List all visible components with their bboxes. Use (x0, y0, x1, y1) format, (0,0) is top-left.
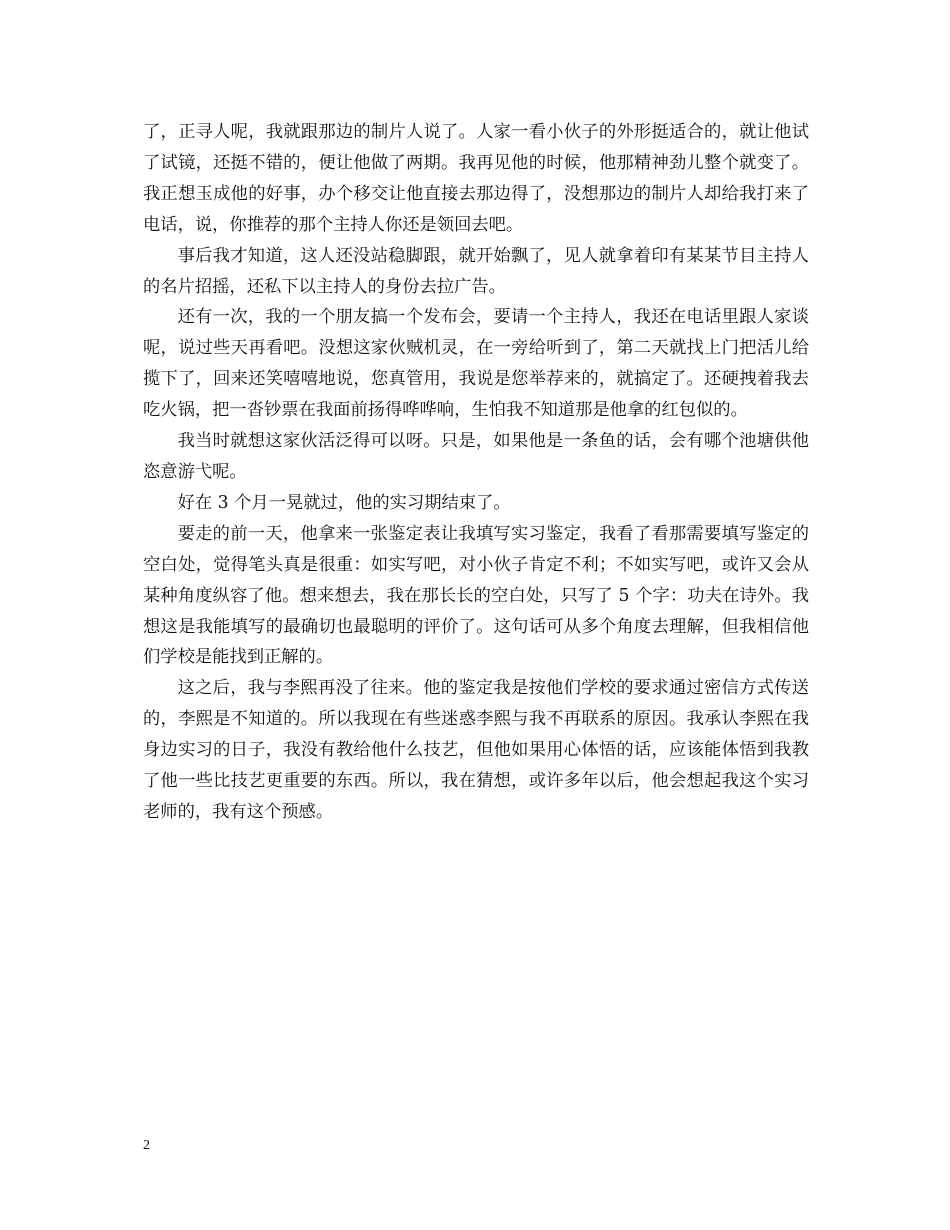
page-number: 2 (143, 1138, 150, 1153)
paragraph-7: 这之后，我与李熙再没了往来。他的鉴定我是按他们学校的要求通过密信方式传送的，李熙是不知道的。所以我现在有些迷惑李熙与我不再联系的原因。我承认李熙在我身边实习的日子，我没有教给他什么技艺，但他如果用心体悟的话，应该能体悟到我教了他一些比技艺更重要的东西。所以，我在猜想，或许多年以后，他会想起我这个实习老师的，我有这个预感。 (143, 678, 809, 822)
paragraph-3: 还有一次，我的一个朋友搞一个发布会，要请一个主持人，我还在电话里跟人家谈呢，说过些天再看吧。没想这家伙贼机灵，在一旁给听到了，第二天就找上门把活儿给揽下了，回来还笑嘻嘻地说，您真管用，我说是您举荐来的，就搞定了。还硬拽着我去吃火锅，把一沓钞票在我面前扬得哗哗响，生怕我不知道那是他拿的红包似的。 (143, 307, 809, 421)
paragraph-6: 要走的前一天，他拿来一张鉴定表让我填写实习鉴定，我看了看那需要填写鉴定的空白处，觉得笔头真是很重：如实写吧，对小伙子肯定不利；不如实写吧，或许又会从某种角度纵容了他。想来想去，我在那长长的空白处，只写了 5 个字：功夫在诗外。我想这是我能填写的最确切也最聪明的评价了。这句话可从多个角度去理解，但我相信他们学校是能找到正解的。 (143, 523, 809, 668)
paragraph-1: 了，正寻人呢，我就跟那边的制片人说了。人家一看小伙子的外形挺适合的，就让他试了试镜，还挺不错的，便让他做了两期。我再见他的时候，他那精神劲儿整个就变了。我正想玉成他的好事，办个移交让他直接去那边得了，没想那边的制片人却给我打来了电话，说，你推荐的那个主持人你还是领回去吧。 (143, 122, 809, 235)
paragraph-2: 事后我才知道，这人还没站稳脚跟，就开始飘了，见人就拿着印有某某节目主持人的名片招摇，还私下以主持人的身份去拉广告。 (143, 245, 809, 297)
paragraph-5: 好在 3 个月一晃就过，他的实习期结束了。 (177, 492, 511, 513)
document-body (143, 117, 809, 828)
paragraph-4: 我当时就想这家伙活泛得可以呀。只是，如果他是一条鱼的话，会有哪个池塘供他恣意游弋呢。 (143, 431, 809, 482)
